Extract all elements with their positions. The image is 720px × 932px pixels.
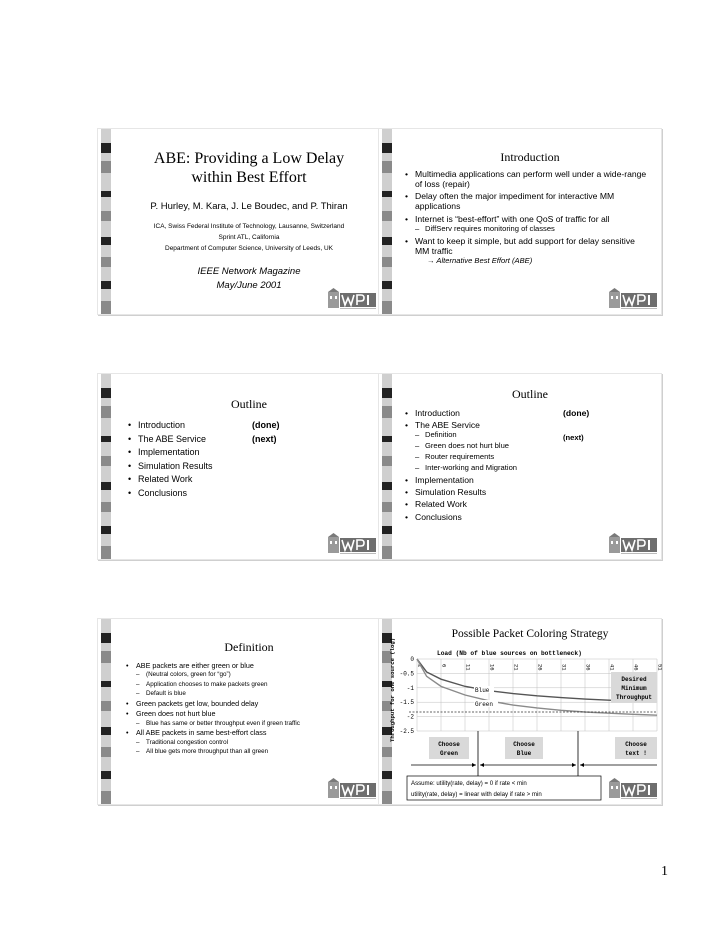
authors: P. Hurley, M. Kara, J. Le Boudec, and P. Thiran — [150, 201, 348, 212]
list-item: • Green packets get low, bounded delay — [126, 700, 372, 708]
stripe-segment — [101, 197, 111, 211]
wpi-logo-icon — [328, 288, 376, 310]
stripe-segment — [382, 482, 392, 490]
stripe-segment — [382, 546, 392, 559]
slide-decoration-stripe — [98, 619, 118, 804]
x-tick-label: 51 — [656, 664, 664, 671]
x-tick-label: 41 — [608, 664, 616, 671]
stripe-segment — [382, 490, 392, 502]
stripe-segment — [101, 129, 111, 143]
list-item: • Related Work — [128, 474, 213, 485]
list-item: • Simulation Results — [405, 487, 517, 497]
desired-label: Throughput — [615, 694, 653, 701]
desired-label: Desired — [621, 676, 647, 683]
y-tick-label: -0.5 — [399, 670, 414, 678]
list-item: – Default is blue — [126, 690, 372, 697]
stripe-segment — [101, 153, 111, 161]
stripe-segment — [382, 143, 392, 153]
stripe-segment — [101, 643, 111, 651]
stripe-segment — [101, 374, 111, 388]
slide-title: Outline — [231, 397, 267, 411]
stripe-segment — [382, 245, 392, 257]
list-item: – Definition — [405, 431, 517, 440]
y-tick-label: -1.5 — [399, 699, 414, 707]
stripe-segment — [101, 466, 111, 482]
y-tick-labels — [400, 656, 415, 735]
x-tick-label: 11 — [464, 664, 472, 671]
slide-decoration-stripe — [98, 374, 118, 559]
done-tag: (done) — [563, 408, 590, 418]
slide-1 — [97, 128, 381, 315]
slide-decoration-stripe — [379, 129, 399, 314]
arrow-head — [580, 763, 584, 767]
choose-blue-label: Blue — [516, 750, 532, 757]
stripe-segment — [382, 301, 392, 314]
stripe-segment — [382, 289, 392, 301]
stripe-segment — [382, 442, 392, 456]
stripe-segment — [382, 466, 392, 482]
list-item: – Traditional congestion control — [126, 739, 372, 746]
slide-title: ABE: Providing a Low Delay within Best Effort — [153, 150, 345, 187]
list-item: • Introduction — [405, 408, 517, 418]
stripe-segment — [101, 633, 111, 643]
slide-title: Definition — [224, 640, 274, 654]
done-tag: (done) — [252, 420, 280, 430]
stripe-segment — [382, 502, 392, 512]
slide-2 — [378, 128, 662, 315]
blue-series-label: Blue — [475, 687, 490, 694]
stripe-segment — [382, 526, 392, 534]
stripe-segment — [101, 418, 111, 436]
list-item: – (Neutral colors, green for “go”) — [126, 671, 372, 678]
stripe-segment — [101, 398, 111, 406]
stripe-segment — [101, 651, 111, 663]
stripe-segment — [101, 701, 111, 711]
stripe-segment — [101, 406, 111, 418]
slide-5 — [97, 618, 381, 805]
stripe-segment — [101, 490, 111, 502]
choose-text-label: text ! — [625, 750, 647, 757]
stripe-segment — [382, 129, 392, 143]
bullet-list — [405, 169, 649, 266]
stripe-segment — [382, 221, 392, 237]
x-tick-label: 21 — [512, 664, 520, 671]
list-item: • Delay often the major impediment for interactive MM applications — [405, 191, 649, 211]
stripe-segment — [101, 257, 111, 267]
stripe-segment — [382, 374, 392, 388]
y-axis-label: Throughput for one source (log) — [389, 637, 396, 742]
assumption-note: Assume: utility(rate, delay) = 0 if rate < min — [411, 780, 527, 787]
page-number: 1 — [661, 864, 668, 879]
list-item: • Green does not hurt blue — [126, 710, 372, 718]
stripe-segment — [101, 161, 111, 173]
x-tick-label: 1 — [416, 664, 424, 668]
list-item: – Inter-working and Migration — [405, 464, 517, 473]
green-series-label: Green — [475, 701, 494, 708]
stripe-segment — [101, 267, 111, 281]
stripe-segment — [101, 512, 111, 526]
stripe-segment — [101, 281, 111, 289]
date: May/June 2001 — [216, 280, 282, 291]
y-tick-label: -2 — [406, 713, 414, 721]
x-tick-label: 6 — [440, 664, 448, 668]
stripe-segment — [382, 512, 392, 526]
stripe-segment — [382, 388, 392, 398]
stripe-segment — [101, 526, 111, 534]
list-item: – Router requirements — [405, 453, 517, 462]
load-axis-label: Load (Nb of blue sources on bottleneck) — [437, 650, 582, 657]
stripe-segment — [382, 173, 392, 191]
stripe-segment — [101, 211, 111, 221]
stripe-segment — [101, 663, 111, 681]
list-item: • Implementation — [128, 447, 213, 458]
x-tick-labels — [417, 664, 664, 671]
stripe-segment — [382, 197, 392, 211]
stripe-segment — [101, 534, 111, 546]
slide-6 — [378, 618, 662, 805]
stripe-segment — [382, 534, 392, 546]
slide-4 — [378, 373, 662, 560]
list-item: – Green does not hurt blue — [405, 442, 517, 451]
slide-title: Possible Packet Coloring Strategy — [451, 628, 609, 640]
list-item: – All blue gets more throughput than all green — [126, 748, 372, 755]
wpi-logo-icon — [609, 778, 657, 800]
stripe-segment — [101, 442, 111, 456]
wpi-logo-icon — [328, 778, 376, 800]
stripe-segment — [101, 143, 111, 153]
stripe-segment — [101, 546, 111, 559]
stripe-segment — [382, 281, 392, 289]
list-item: • Want to keep it simple, but add support for delay sensitive MM traffic — [405, 236, 649, 256]
wpi-logo-icon — [609, 288, 657, 310]
stripe-segment — [382, 153, 392, 161]
desired-label: Minimum — [621, 685, 647, 692]
slide-title: Outline — [512, 387, 548, 401]
list-item: • Introduction — [128, 420, 213, 431]
stripe-segment — [101, 735, 111, 747]
affiliation: Department of Computer Science, University of Leeds, UK — [165, 245, 333, 252]
choose-text-label: Choose — [625, 741, 647, 748]
assumption-note: utility(rate, delay) = linear with delay if rate > min — [411, 791, 542, 798]
stripe-segment — [101, 482, 111, 490]
arrow-head — [480, 763, 484, 767]
arrow-head — [472, 763, 476, 767]
stripe-segment — [101, 727, 111, 735]
list-item: • Related Work — [405, 499, 517, 509]
stripe-segment — [101, 502, 111, 512]
journal: IEEE Network Magazine — [197, 266, 301, 277]
choose-green-label: Choose — [438, 741, 460, 748]
list-item: • Internet is “best-effort” with one QoS of traffic for all — [405, 214, 649, 224]
slide-title: Introduction — [500, 150, 560, 164]
stripe-segment — [101, 245, 111, 257]
stripe-segment — [101, 747, 111, 757]
list-item: • Multimedia applications can perform well under a wide-range of loss (repair) — [405, 169, 649, 189]
list-item: • The ABE Service — [128, 434, 213, 445]
x-tick-label: 26 — [536, 664, 544, 671]
affiliation: Sprint ATL, California — [218, 234, 280, 241]
wpi-logo-icon — [328, 533, 376, 555]
list-item: – Application chooses to make packets green — [126, 681, 372, 688]
stripe-segment — [382, 257, 392, 267]
list-item: • ABE packets are either green or blue — [126, 662, 372, 670]
stripe-segment — [382, 456, 392, 466]
stripe-segment — [101, 237, 111, 245]
stripe-segment — [382, 418, 392, 436]
slide-decoration-stripe — [98, 129, 118, 314]
stripe-segment — [101, 173, 111, 191]
list-item: • Implementation — [405, 475, 517, 485]
y-tick-label: -1 — [406, 684, 414, 692]
coloring-strategy-chart — [379, 619, 664, 804]
arrow-head — [572, 763, 576, 767]
stripe-segment — [101, 619, 111, 633]
stripe-segment — [382, 406, 392, 418]
list-item: • All ABE packets in same best-effort class — [126, 729, 372, 737]
y-axis-title — [389, 638, 396, 742]
stripe-segment — [101, 388, 111, 398]
stripe-segment — [382, 211, 392, 221]
choose-green-label: Green — [439, 750, 459, 757]
list-item: – DiffServ requires monitoring of classes — [405, 225, 649, 234]
stripe-segment — [101, 301, 111, 314]
list-item: • Simulation Results — [128, 461, 213, 472]
stripe-segment — [101, 771, 111, 779]
next-tag: (next) — [563, 433, 584, 442]
x-tick-label: 31 — [560, 664, 568, 671]
bullet-list — [128, 420, 213, 499]
stripe-segment — [101, 779, 111, 791]
stripe-segment — [101, 221, 111, 237]
x-tick-label: 46 — [632, 664, 640, 671]
bullet-list — [405, 408, 517, 522]
list-item: • Conclusions — [128, 488, 213, 499]
slide-decoration-stripe — [379, 374, 399, 559]
stripe-segment — [101, 711, 111, 727]
stripe-segment — [101, 687, 111, 701]
affiliation: ICA, Swiss Federal Institute of Technology, Lausanne, Switzerland — [153, 223, 345, 230]
bullet-list — [126, 662, 372, 755]
list-item: • The ABE Service — [405, 420, 517, 430]
slide-3 — [97, 373, 381, 560]
list-item: → Alternative Best Effort (ABE) — [427, 255, 533, 265]
stripe-segment — [382, 267, 392, 281]
stripe-segment — [101, 757, 111, 771]
next-tag: (next) — [252, 434, 277, 444]
y-tick-label: 0 — [410, 656, 414, 663]
stripe-segment — [382, 398, 392, 406]
stripe-segment — [101, 456, 111, 466]
stripe-segment — [382, 237, 392, 245]
choose-blue-label: Choose — [513, 741, 535, 748]
y-tick-label: -2.5 — [399, 728, 414, 735]
stripe-segment — [382, 161, 392, 173]
list-item: • Conclusions — [405, 512, 517, 522]
x-tick-label: 36 — [584, 664, 592, 671]
list-item: – Blue has same or better throughput even if green traffic — [126, 720, 372, 727]
stripe-segment — [101, 289, 111, 301]
x-tick-label: 16 — [488, 664, 496, 671]
wpi-logo-icon — [609, 533, 657, 555]
stripe-segment — [101, 791, 111, 804]
